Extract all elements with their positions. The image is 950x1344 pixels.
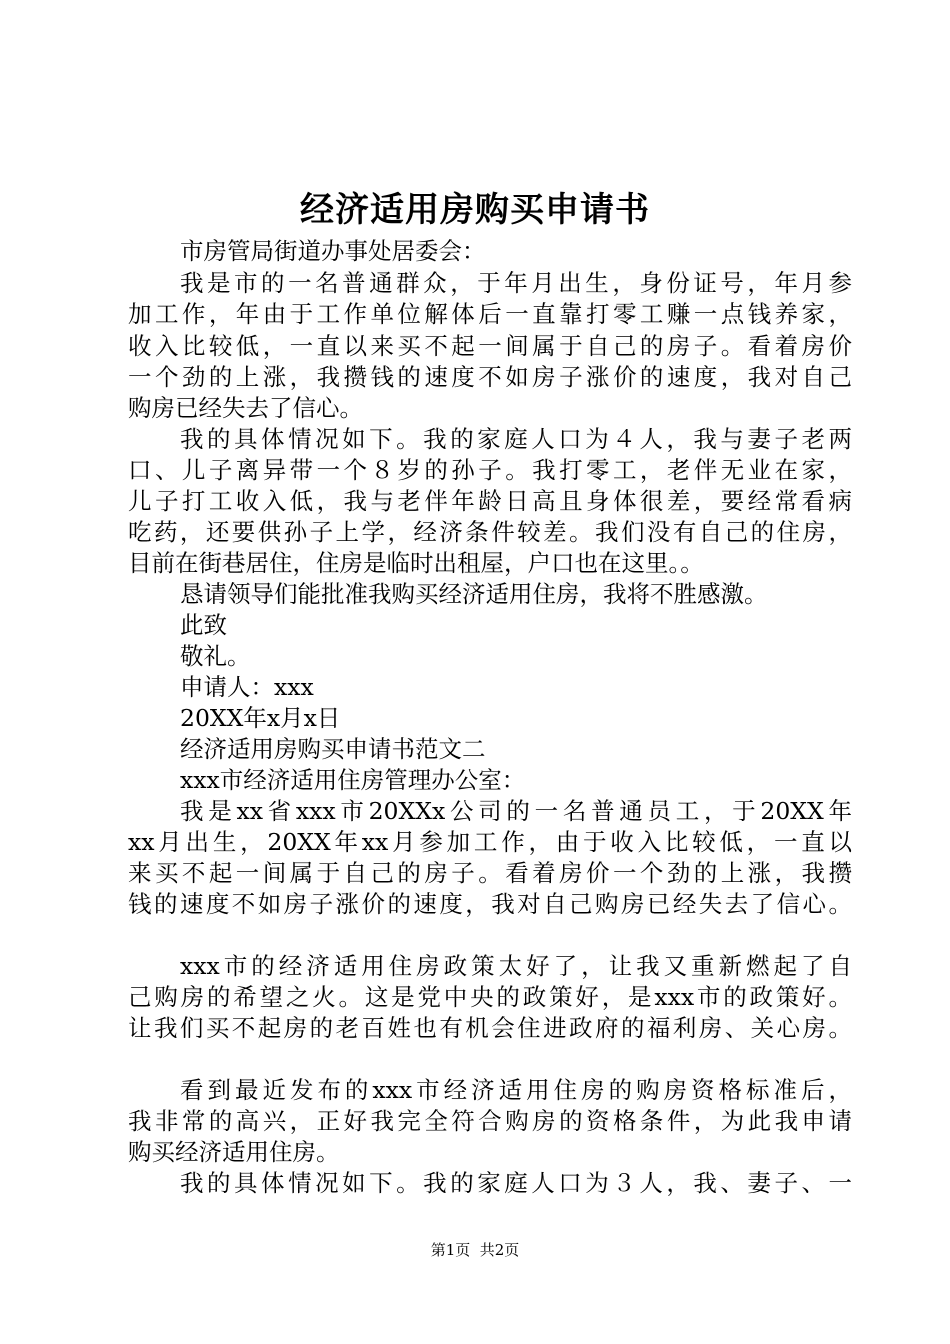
text-line: 购买经济适用住房。 — [128, 1138, 340, 1166]
text-line: 经济适用房购买申请书范文二 — [180, 735, 486, 763]
text-line: 目前在街巷居住，住房是临时出租屋，户口也在这里。。 — [128, 549, 704, 577]
text-line: 我的具体情况如下。我的家庭人口为３人，我、妻子、一 — [180, 1169, 852, 1197]
text-line: 让我们买不起房的老百姓也有机会住进政府的福利房、关心房。 — [128, 1014, 852, 1042]
text-line: xxx市经济适用住房管理办公室： — [180, 766, 526, 794]
text-line: 收入比较低，一直以来买不起一间属于自己的房子。看着房价 — [128, 332, 852, 360]
text-line: 市房管局街道办事处居委会： — [180, 237, 486, 265]
text-line: 20XX年x月x日 — [180, 704, 341, 732]
document-title: 经济适用房购买申请书 — [300, 190, 650, 230]
text-line: 一个劲的上涨，我攒钱的速度不如房子涨价的速度，我对自己 — [128, 363, 852, 391]
text-line: 恳请领导们能批准我购买经济适用住房，我将不胜感激。 — [180, 580, 768, 608]
text-line: xxx市的经济适用住房政策太好了，让我又重新燃起了自 — [180, 952, 852, 980]
text-line: 我的具体情况如下。我的家庭人口为４人，我与妻子老两 — [180, 425, 852, 453]
text-line: 口、儿子离异带一个８岁的孙子。我打零工，老伴无业在家， — [128, 456, 852, 484]
text-line: 看到最近发布的xxx市经济适用住房的购房资格标准后， — [180, 1076, 852, 1104]
text-line: 我非常的高兴，正好我完全符合购房的资格条件，为此我申请 — [128, 1107, 852, 1135]
text-line: 申请人：xxx — [180, 673, 314, 701]
text-line: 加工作，年由于工作单位解体后一直靠打零工赚一点钱养家， — [128, 300, 852, 328]
text-line: 敬礼。 — [180, 642, 251, 670]
text-line: 钱的速度不如房子涨价的速度，我对自己购房已经失去了信心。 — [128, 890, 852, 918]
text-line: xx月出生，20XX年xx月参加工作，由于收入比较低，一直以 — [128, 828, 852, 856]
text-line: 此致 — [180, 611, 227, 639]
text-line: 儿子打工收入低，我与老伴年龄日高且身体很差，要经常看病 — [128, 487, 852, 515]
text-line: 购房已经失去了信心。 — [128, 394, 363, 422]
text-line: 来买不起一间属于自己的房子。看着房价一个劲的上涨，我攒 — [128, 859, 852, 887]
text-line: 吃药，还要供孙子上学，经济条件较差。我们没有自己的住房， — [128, 518, 852, 546]
page-footer: 第1页 共2页 — [430, 1241, 520, 1259]
text-line: 我是市的一名普通群众，于年月出生，身份证号，年月参 — [180, 269, 852, 297]
text-line: 我是xx省xxx市20XXx公司的一名普通员工，于20XX年 — [180, 797, 852, 825]
text-line: 己购房的希望之火。这是党中央的政策好，是xxx市的政策好。 — [128, 983, 852, 1011]
